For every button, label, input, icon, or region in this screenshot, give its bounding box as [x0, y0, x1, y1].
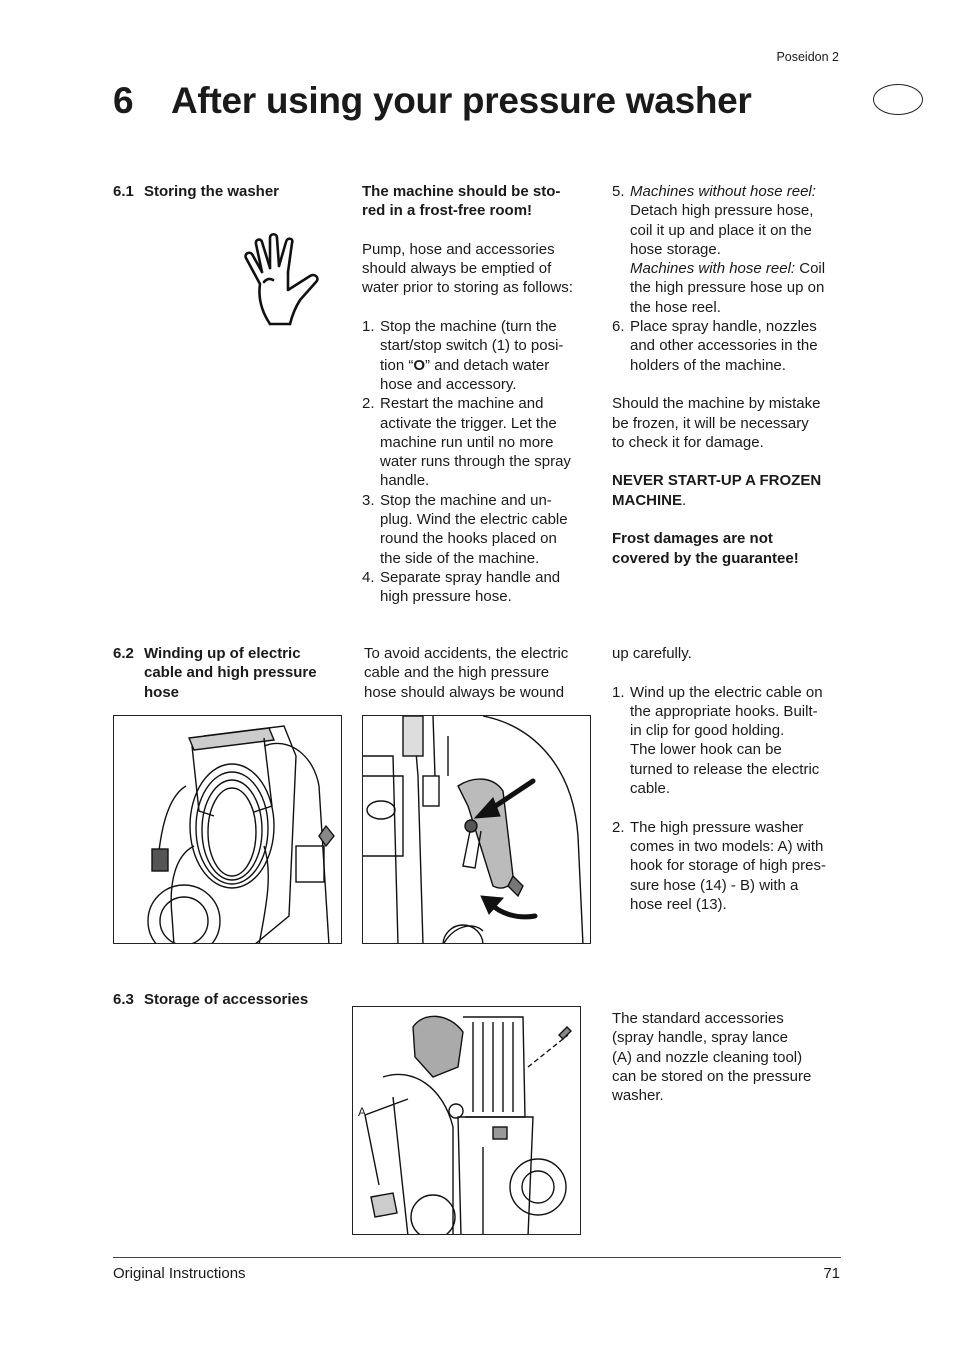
intro-line: Pump, hose and accessories: [362, 240, 555, 258]
section-6-1-column-3: [612, 182, 844, 568]
step-line: plug. Wind the electric cable: [380, 511, 568, 529]
accessories-storage-illustration: [352, 1006, 581, 1235]
page-number: 71: [823, 1265, 840, 1282]
accessories-line: washer.: [612, 1087, 664, 1105]
guarantee-warning: covered by the guarantee!: [612, 549, 799, 567]
step-line: hose and accessory.: [380, 375, 517, 393]
step-line: Place spray handle, nozzles: [630, 318, 817, 336]
language-badge-oval: [873, 84, 923, 115]
step-line: The high pressure washer: [630, 818, 804, 836]
off-position-o: O: [413, 356, 426, 374]
step-line: Detach high pressure hose,: [630, 202, 814, 220]
list-item: [362, 394, 594, 490]
step-number: 4.: [362, 568, 375, 586]
step-line: machine run until no more: [380, 433, 554, 451]
list-item: [612, 182, 844, 317]
section-6-2-column-3: [612, 644, 844, 914]
chapter-heading: [113, 80, 752, 122]
footer-label: Original Instructions: [113, 1265, 246, 1282]
frozen-note-line: Should the machine by mistake: [612, 395, 821, 413]
intro-line: cable and the high pressure: [364, 664, 550, 682]
step-line: the high pressure hose up on: [630, 279, 825, 297]
step-line: cable.: [630, 780, 671, 798]
section-title: Winding up of electric cable and high pressure hose: [144, 645, 317, 701]
section-title: Storage of accessories: [144, 991, 309, 1008]
step-line: in clip for good holding.: [630, 722, 785, 740]
step-number: 2.: [612, 818, 625, 836]
list-item: [612, 683, 844, 799]
step-number: 2.: [362, 395, 375, 413]
guarantee-warning: Frost damages are not: [612, 530, 773, 548]
step-line: activate the trigger. Let the: [380, 414, 557, 432]
accessories-line: (A) and nozzle cleaning tool): [612, 1048, 803, 1066]
step-line: hose reel (13).: [630, 895, 727, 913]
section-6-2-heading: [113, 644, 317, 702]
step-line: Stop the machine and un-: [380, 491, 552, 509]
continuation-line: up carefully.: [612, 645, 692, 662]
step-line: round the hooks placed on: [380, 530, 557, 548]
storage-steps-list: [362, 317, 594, 606]
step-number: 6.: [612, 318, 625, 336]
never-start-warning: NEVER START-UP A FROZEN: [612, 472, 822, 490]
list-item: [612, 818, 844, 914]
section-6-2-intro: [364, 644, 596, 702]
step-line: coil it up and place it on the: [630, 221, 812, 239]
intro-line: water prior to storing as follows:: [362, 279, 573, 297]
figure-callout-a: A: [358, 1105, 367, 1119]
section-6-1-heading: [113, 182, 279, 201]
step-line: start/stop switch (1) to posi-: [380, 337, 564, 355]
section-6-3-heading: [113, 990, 308, 1009]
step-line: hook for storage of high pres-: [630, 857, 826, 875]
step-line: Stop the machine (turn the: [380, 318, 557, 336]
step-line: Wind up the electric cable on: [630, 683, 823, 701]
frost-warning-line: The machine should be sto-: [362, 183, 561, 200]
chapter-title: After using your pressure washer: [171, 80, 752, 121]
stop-hand-icon: [240, 232, 332, 335]
step-line: and other accessories in the: [630, 337, 818, 355]
step-line: comes in two models: A) with: [630, 837, 824, 855]
running-header-model: Poseidon 2: [776, 50, 839, 64]
step-line: The lower hook can be: [630, 741, 782, 759]
section-number: 6.3: [113, 991, 134, 1008]
frost-warning-line: red in a frost-free room!: [362, 202, 533, 220]
step-line: tion “O” and detach water: [380, 356, 550, 374]
step-line: the hose reel.: [630, 298, 721, 316]
step-line: Machines without hose reel:: [630, 183, 816, 200]
step-line: hose storage.: [630, 240, 721, 258]
hose-hook-illustration: [113, 715, 342, 944]
step-line: handle.: [380, 472, 430, 490]
accessories-line: The standard accessories: [612, 1010, 784, 1027]
section-6-1-column-2: [362, 182, 594, 607]
footer-divider: [113, 1257, 841, 1258]
intro-line: should always be emptied of: [362, 260, 552, 278]
accessories-line: can be stored on the pressure: [612, 1067, 812, 1085]
step-number: 3.: [362, 491, 375, 509]
list-item: [362, 491, 594, 568]
step-line: water runs through the spray: [380, 453, 571, 471]
step-line: high pressure hose.: [380, 588, 512, 606]
section-number: 6.2: [113, 645, 134, 662]
chapter-number: 6: [113, 80, 134, 121]
step-line: Restart the machine and: [380, 395, 544, 413]
section-6-3-text: [612, 1009, 844, 1105]
section-title: Storing the washer: [144, 183, 280, 200]
storage-steps-list-continued: [612, 182, 844, 375]
step-line: Separate spray handle and: [380, 568, 561, 586]
step-line: the appropriate hooks. Built-: [630, 702, 818, 720]
never-start-warning: MACHINE.: [612, 491, 687, 509]
list-item: [362, 317, 594, 394]
frozen-note-line: be frozen, it will be necessary: [612, 414, 809, 432]
intro-line: To avoid accidents, the electric: [364, 645, 569, 662]
intro-line: hose should always be wound: [364, 683, 565, 701]
list-item: [612, 317, 844, 375]
frozen-note-line: to check it for damage.: [612, 433, 764, 451]
winding-steps-list: [612, 683, 844, 915]
step-line: the side of the machine.: [380, 549, 540, 567]
step-line: sure hose (14) - B) with a: [630, 876, 799, 894]
step-number: 1.: [362, 318, 375, 336]
step-number: 5.: [612, 183, 625, 200]
step-number: 1.: [612, 683, 625, 701]
section-number: 6.1: [113, 183, 134, 200]
step-line: holders of the machine.: [630, 356, 786, 374]
step-line: Machines with hose reel: Coil: [630, 260, 826, 278]
accessories-line: (spray handle, spray lance: [612, 1029, 788, 1047]
step-line: turned to release the electric: [630, 760, 820, 778]
list-item: [362, 568, 594, 607]
cable-hooks-illustration: [362, 715, 591, 944]
